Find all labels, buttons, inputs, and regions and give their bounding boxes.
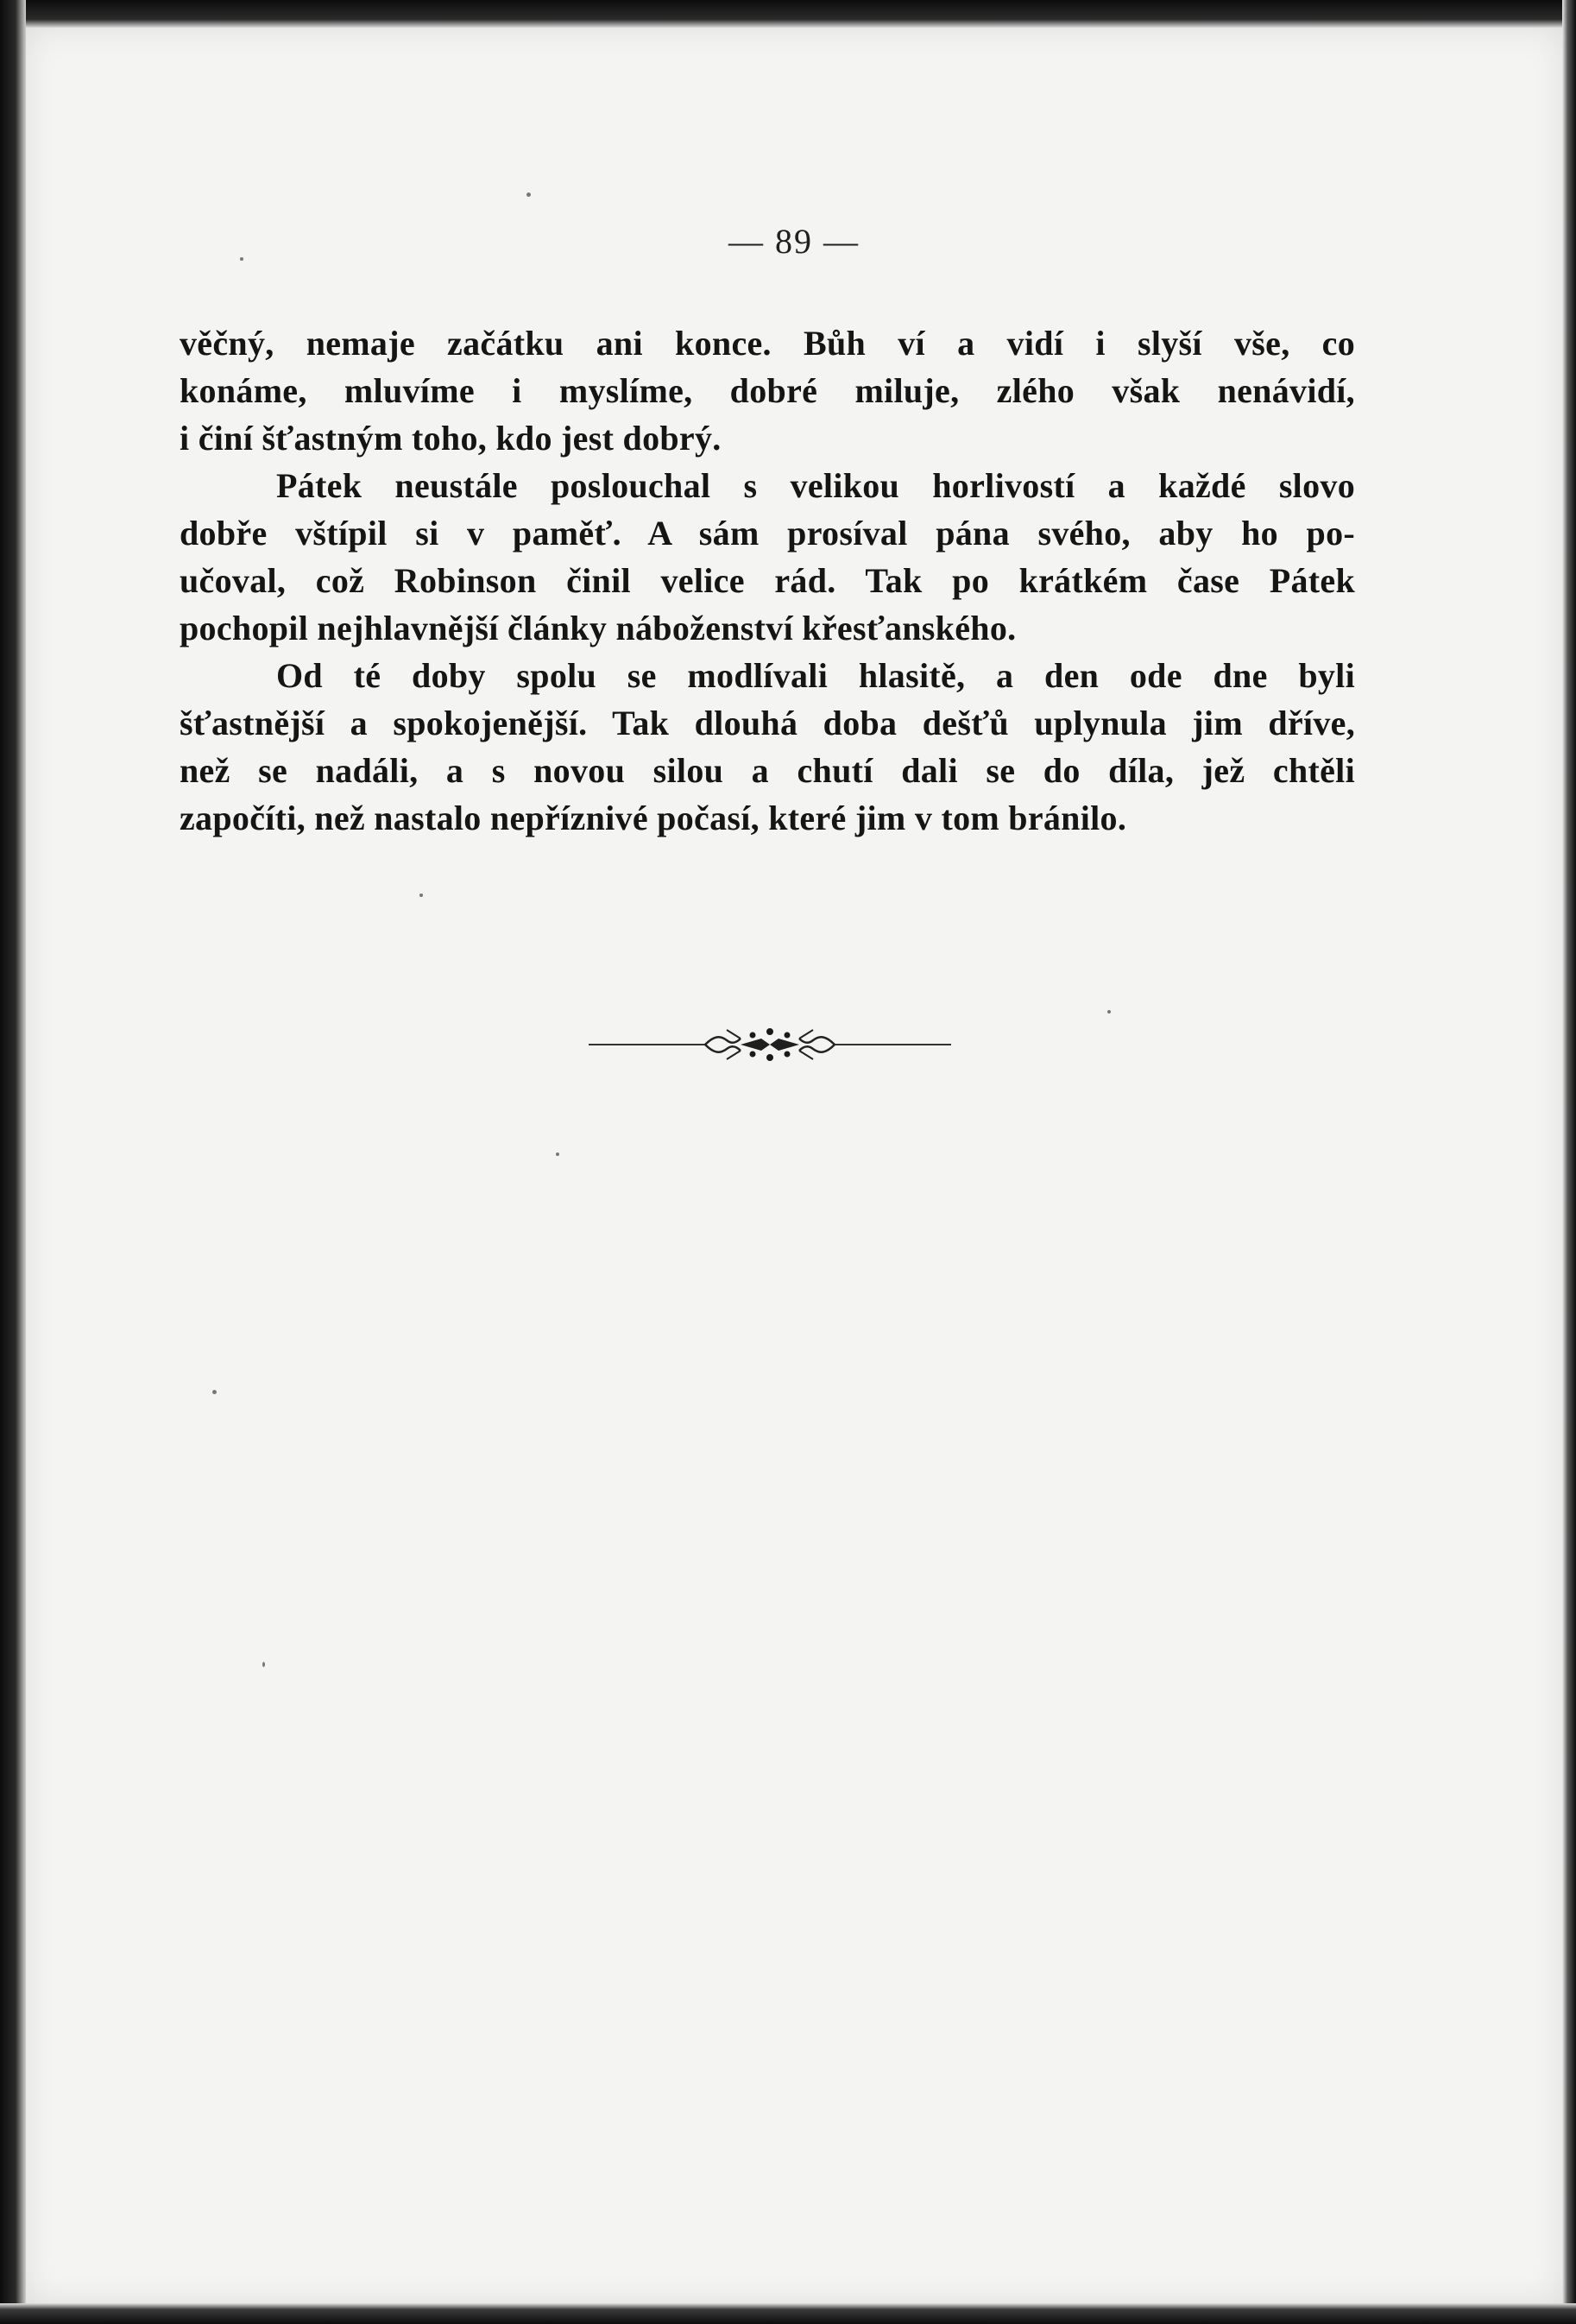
scan-edge-top	[0, 0, 1576, 28]
text-line: věčný, nemaje začátku ani konce. Bůh ví a vidí i slyší vše, co	[180, 324, 1355, 363]
page-number: — 89 —	[728, 222, 860, 261]
paragraph	[180, 462, 1355, 652]
fleuron-divider-icon	[589, 1023, 951, 1066]
text-line: učoval, což Robinson činil velice rád. Tak po krátkém čase Pátek	[180, 561, 1355, 600]
paragraph	[180, 319, 1355, 462]
text-line: než se nadáli, a s novou silou a chutí dali se do díla, jež chtěli	[180, 751, 1355, 790]
book-page	[24, 26, 1564, 2305]
text-line: šťastnější a spokojenější. Tak dlouhá doba dešťů uplynula jim dříve,	[180, 704, 1355, 742]
text-line: i činí šťastným toho, kdo jest dobrý.	[180, 419, 722, 458]
scan-edge-bottom	[0, 2303, 1576, 2324]
paper-speck	[556, 1153, 559, 1156]
paper-speck	[526, 193, 531, 197]
body-text	[180, 319, 1355, 842]
paragraph	[180, 652, 1355, 842]
text-line: pochopil nejhlavnější články náboženství křesťanského.	[180, 609, 1017, 647]
paper-speck	[262, 1662, 265, 1667]
text-line: dobře vštípil si v paměť. A sám prosíval pána svého, aby ho po-	[180, 514, 1355, 553]
scan-edge-left	[0, 0, 26, 2324]
text-line: Od té doby spolu se modlívali hlasitě, a den ode dne byli	[276, 656, 1355, 695]
text-line: konáme, mluvíme i myslíme, dobré miluje, zlého však nenávidí,	[180, 371, 1355, 410]
scan-edge-right	[1562, 0, 1576, 2324]
text-line: započíti, než nastalo nepříznivé počasí, které jim v tom bránilo.	[180, 799, 1127, 837]
paper-speck	[240, 257, 243, 261]
text-line: Pátek neustále poslouchal s velikou horlivostí a každé slovo	[276, 466, 1355, 505]
paper-speck	[212, 1390, 217, 1394]
paper-speck	[1107, 1010, 1111, 1014]
paper-speck	[419, 894, 423, 897]
